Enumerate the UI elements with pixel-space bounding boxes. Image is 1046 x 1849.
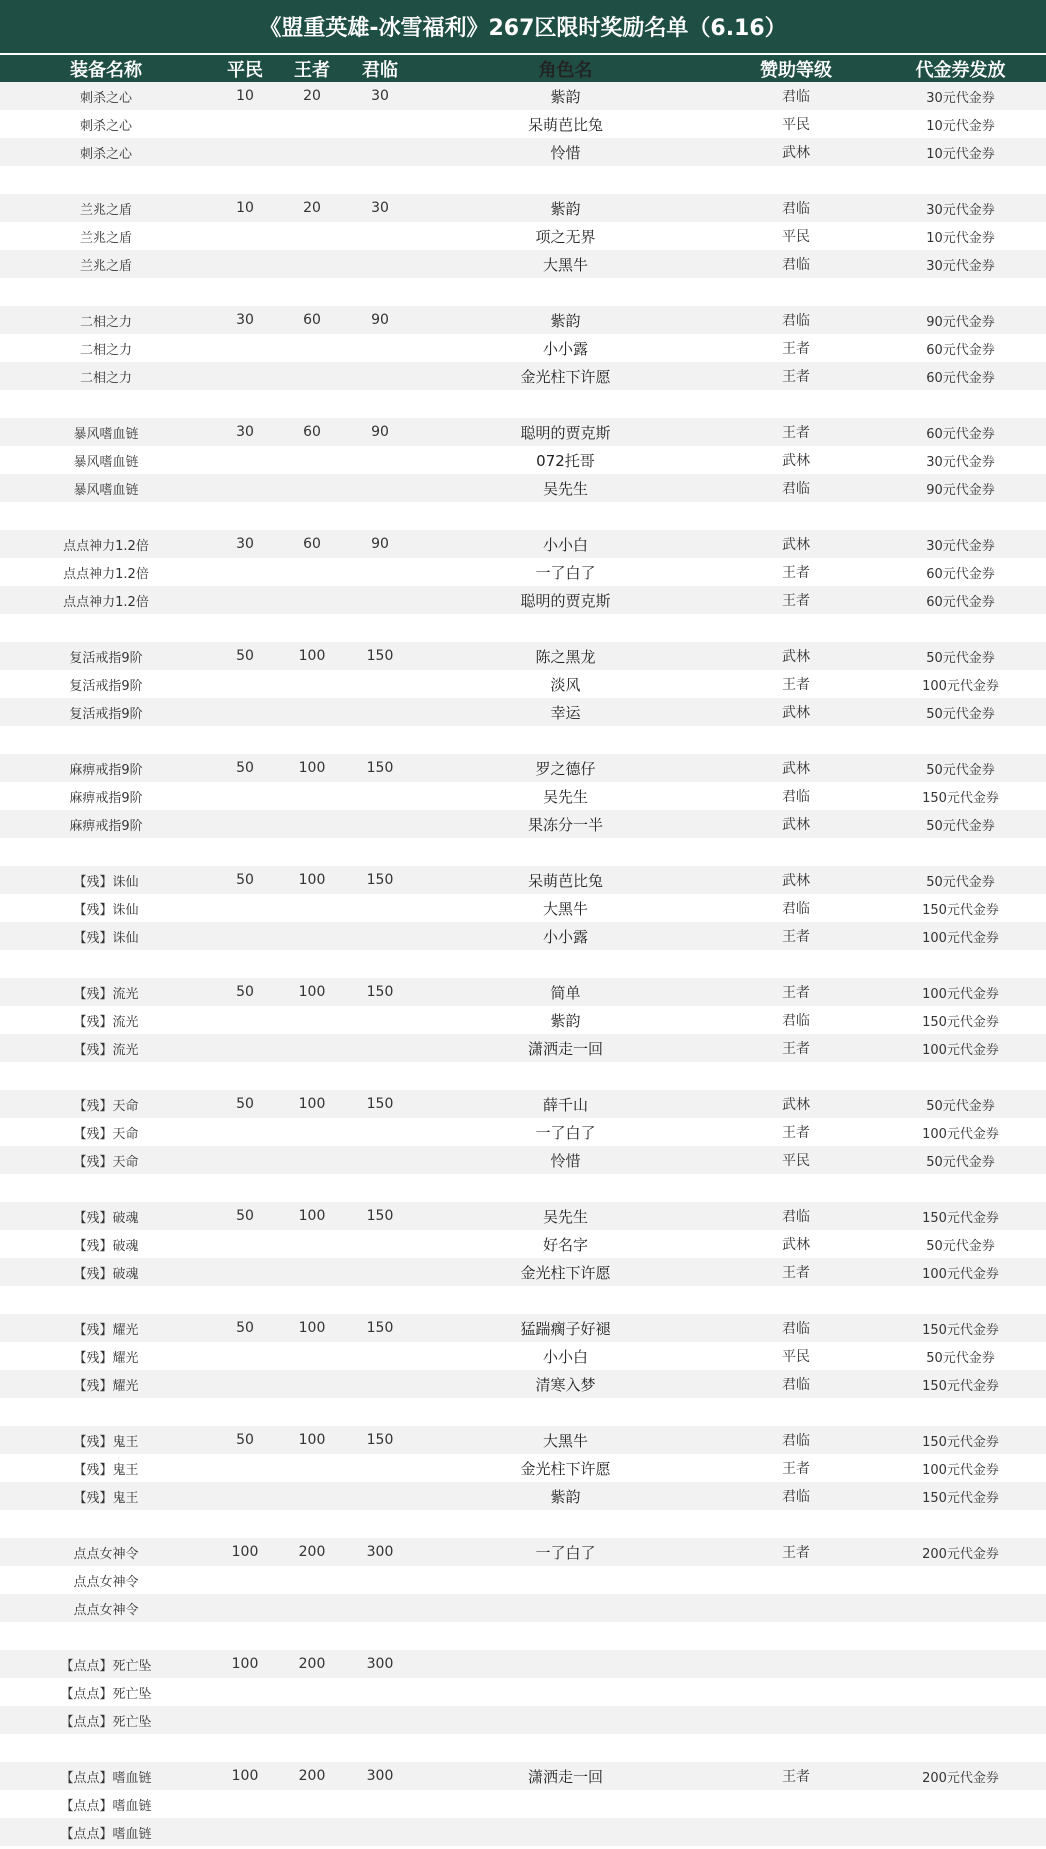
cell-voucher: 100元代金券 [922,986,999,1002]
cell-king-price: 100 [298,1432,326,1448]
cell-character-name: 项之无界 [535,227,596,246]
cell-item-name: 【残】天命 [73,1098,139,1114]
table-row [0,1678,1046,1706]
cell-voucher: 150元代金券 [922,1014,999,1030]
cell-item-name: 暴风嗜血链 [73,454,139,470]
table-body [0,82,1046,1846]
cell-voucher: 60元代金券 [926,566,995,582]
header-king: 王者 [294,59,330,81]
cell-king-price: 20 [303,88,321,104]
group-spacer [0,166,1046,194]
cell-voucher: 200元代金券 [922,1770,999,1786]
table-row [0,586,1046,614]
cell-sponsor-level: 君临 [782,1321,810,1337]
cell-item-name: 点点神力1.2倍 [63,566,149,582]
cell-item-name: 【点点】嗜血链 [60,1826,152,1842]
cell-item-name: 【残】诛仙 [73,902,139,918]
cell-item-name: 【残】鬼王 [73,1462,139,1478]
cell-sponsor-level: 君临 [782,1433,810,1449]
cell-sponsor-level: 君临 [782,257,810,273]
cell-character-name: 金光柱下许愿 [520,1459,611,1478]
cell-sovereign-price: 300 [366,1768,394,1784]
cell-voucher: 100元代金券 [922,1126,999,1142]
table-row [0,82,1046,110]
cell-character-name: 陈之黑龙 [535,647,596,666]
cell-item-name: 刺杀之心 [79,90,132,106]
header-sovereign: 君临 [362,59,398,81]
cell-item-name: 【残】破魂 [73,1266,139,1282]
cell-item-name: 【残】诛仙 [73,930,139,946]
cell-character-name: 一了白了 [535,563,596,582]
table-row [0,1594,1046,1622]
cell-sovereign-price: 150 [366,1208,394,1224]
header-commoner: 平民 [227,59,263,81]
cell-king-price: 20 [303,200,321,216]
cell-commoner-price: 50 [236,648,254,664]
group-spacer [0,1174,1046,1202]
cell-sovereign-price: 150 [366,1432,394,1448]
cell-voucher: 30元代金券 [926,454,995,470]
cell-item-name: 麻痹戒指9阶 [69,762,143,778]
cell-character-name: 呆萌芭比兔 [527,115,603,134]
cell-voucher: 50元代金券 [926,818,995,834]
cell-voucher: 150元代金券 [922,1210,999,1226]
table-row [0,1146,1046,1174]
cell-commoner-price: 10 [236,200,254,216]
cell-sovereign-price: 150 [366,760,394,776]
cell-sponsor-level: 王者 [782,593,810,609]
cell-voucher: 200元代金券 [922,1546,999,1562]
cell-item-name: 【残】耀光 [73,1322,139,1338]
cell-voucher: 30元代金券 [926,90,995,106]
table-row [0,978,1046,1006]
cell-voucher: 90元代金券 [926,482,995,498]
table-row [0,418,1046,446]
cell-commoner-price: 50 [236,1320,254,1336]
cell-item-name: 【残】流光 [73,986,139,1002]
cell-character-name: 果冻分一半 [527,815,603,834]
cell-voucher: 150元代金券 [922,902,999,918]
table-row [0,530,1046,558]
group-spacer [0,502,1046,530]
cell-voucher: 100元代金券 [922,1266,999,1282]
cell-sovereign-price: 90 [371,312,389,328]
table-row [0,250,1046,278]
cell-king-price: 60 [303,536,321,552]
cell-item-name: 兰兆之盾 [79,258,132,274]
group-spacer [0,278,1046,306]
table-row [0,474,1046,502]
table-row [0,222,1046,250]
cell-item-name: 点点神力1.2倍 [63,538,149,554]
cell-character-name: 吴先生 [542,1207,588,1226]
header-character-name: 角色名 [538,59,593,81]
cell-sovereign-price: 150 [366,1320,394,1336]
table-row [0,642,1046,670]
cell-voucher: 150元代金券 [922,790,999,806]
cell-voucher: 60元代金券 [926,342,995,358]
group-spacer [0,390,1046,418]
cell-commoner-price: 50 [236,984,254,1000]
cell-item-name: 【点点】死亡坠 [60,1686,152,1702]
cell-voucher: 50元代金券 [926,874,995,890]
group-spacer [0,1510,1046,1538]
cell-item-name: 【点点】死亡坠 [60,1658,152,1674]
cell-item-name: 兰兆之盾 [79,202,132,218]
cell-sovereign-price: 300 [366,1656,394,1672]
cell-commoner-price: 10 [236,88,254,104]
table-row [0,1538,1046,1566]
cell-character-name: 潇洒走一回 [527,1039,603,1058]
cell-sponsor-level: 武林 [782,705,810,721]
table-row [0,306,1046,334]
cell-sponsor-level: 王者 [782,677,810,693]
cell-voucher: 10元代金券 [926,230,995,246]
cell-item-name: 刺杀之心 [79,146,132,162]
cell-item-name: 【残】耀光 [73,1378,139,1394]
table-row [0,110,1046,138]
table-row [0,1790,1046,1818]
cell-king-price: 100 [298,1320,326,1336]
table-row [0,1006,1046,1034]
cell-sponsor-level: 武林 [782,1237,810,1253]
cell-king-price: 100 [298,872,326,888]
cell-sponsor-level: 君临 [782,313,810,329]
cell-sponsor-level: 武林 [782,145,810,161]
cell-commoner-price: 50 [236,1096,254,1112]
cell-item-name: 【残】诛仙 [73,874,139,890]
cell-item-name: 麻痹戒指9阶 [69,818,143,834]
table-row [0,362,1046,390]
table-row [0,1314,1046,1342]
cell-item-name: 【残】破魂 [73,1238,139,1254]
table-row [0,334,1046,362]
cell-voucher: 30元代金券 [926,538,995,554]
cell-item-name: 【残】鬼王 [73,1490,139,1506]
cell-character-name: 幸运 [550,703,581,722]
group-spacer [0,1062,1046,1090]
cell-sponsor-level: 王者 [782,1125,810,1141]
cell-king-price: 60 [303,424,321,440]
cell-sponsor-level: 王者 [782,1265,810,1281]
cell-sponsor-level: 君临 [782,201,810,217]
cell-sovereign-price: 150 [366,872,394,888]
table-row [0,754,1046,782]
cell-voucher: 100元代金券 [922,930,999,946]
cell-commoner-price: 100 [231,1768,259,1784]
cell-character-name: 紫韵 [550,199,581,218]
cell-character-name: 大黑牛 [542,899,588,918]
cell-sponsor-level: 君临 [782,89,810,105]
cell-sponsor-level: 君临 [782,789,810,805]
cell-king-price: 100 [298,1096,326,1112]
cell-character-name: 潇洒走一回 [527,1767,603,1786]
table-row [0,558,1046,586]
group-spacer [0,1734,1046,1762]
table-row [0,1230,1046,1258]
header-voucher: 代金券发放 [915,59,1006,81]
cell-item-name: 【点点】死亡坠 [60,1714,152,1730]
cell-sovereign-price: 300 [366,1544,394,1560]
cell-item-name: 【残】耀光 [73,1350,139,1366]
cell-item-name: 暴风嗜血链 [73,482,139,498]
table-row [0,810,1046,838]
cell-voucher: 50元代金券 [926,706,995,722]
cell-king-price: 100 [298,984,326,1000]
group-spacer [0,614,1046,642]
table-row [0,782,1046,810]
cell-sponsor-level: 君临 [782,1489,810,1505]
cell-voucher: 50元代金券 [926,1350,995,1366]
cell-item-name: 【残】天命 [73,1154,139,1170]
table-row [0,1566,1046,1594]
cell-character-name: 小小白 [542,535,588,554]
cell-voucher: 150元代金券 [922,1490,999,1506]
cell-character-name: 薛千山 [542,1095,588,1114]
cell-voucher: 60元代金券 [926,370,995,386]
cell-item-name: 复活戒指9阶 [69,706,143,722]
cell-sovereign-price: 150 [366,1096,394,1112]
cell-sovereign-price: 90 [371,424,389,440]
cell-item-name: 点点神力1.2倍 [63,594,149,610]
cell-character-name: 小小露 [542,927,588,946]
cell-sponsor-level: 王者 [782,425,810,441]
cell-item-name: 【残】流光 [73,1042,139,1058]
cell-character-name: 猛踹瘸子好褪 [520,1319,611,1338]
cell-character-name: 吴先生 [542,479,588,498]
cell-sovereign-price: 90 [371,536,389,552]
group-spacer [0,1398,1046,1426]
cell-sponsor-level: 王者 [782,341,810,357]
cell-sponsor-level: 武林 [782,649,810,665]
cell-item-name: 兰兆之盾 [79,230,132,246]
table-row [0,446,1046,474]
cell-voucher: 50元代金券 [926,1154,995,1170]
group-spacer [0,1622,1046,1650]
cell-character-name: 大黑牛 [542,255,588,274]
cell-voucher: 10元代金券 [926,118,995,134]
cell-voucher: 50元代金券 [926,1098,995,1114]
cell-king-price: 100 [298,648,326,664]
table-row [0,922,1046,950]
cell-character-name: 一了白了 [535,1123,596,1142]
cell-character-name: 金光柱下许愿 [520,1263,611,1282]
table-row [0,194,1046,222]
cell-voucher: 30元代金券 [926,258,995,274]
header-item-name: 装备名称 [70,59,142,81]
cell-item-name: 【残】天命 [73,1126,139,1142]
cell-character-name: 紫韵 [550,311,581,330]
cell-sponsor-level: 平民 [782,117,810,133]
cell-king-price: 200 [298,1544,326,1560]
cell-character-name: 怜惜 [550,143,581,162]
cell-sponsor-level: 武林 [782,873,810,889]
cell-king-price: 100 [298,1208,326,1224]
cell-item-name: 复活戒指9阶 [69,678,143,694]
cell-sponsor-level: 君临 [782,901,810,917]
cell-sponsor-level: 武林 [782,761,810,777]
cell-character-name: 呆萌芭比兔 [527,871,603,890]
table-row [0,1342,1046,1370]
cell-item-name: 【残】流光 [73,1014,139,1030]
cell-voucher: 60元代金券 [926,426,995,442]
cell-commoner-price: 50 [236,1432,254,1448]
cell-item-name: 点点女神令 [73,1574,139,1590]
cell-sponsor-level: 王者 [782,1041,810,1057]
table-row [0,1650,1046,1678]
cell-voucher: 30元代金券 [926,202,995,218]
cell-sponsor-level: 君临 [782,1013,810,1029]
cell-voucher: 90元代金券 [926,314,995,330]
cell-sponsor-level: 武林 [782,817,810,833]
cell-sponsor-level: 君临 [782,1377,810,1393]
cell-item-name: 点点女神令 [73,1602,139,1618]
table-row [0,1034,1046,1062]
group-spacer [0,950,1046,978]
cell-character-name: 清寒入梦 [535,1375,596,1394]
cell-character-name: 紫韵 [550,1011,581,1030]
cell-sovereign-price: 30 [371,200,389,216]
cell-voucher: 150元代金券 [922,1322,999,1338]
cell-sponsor-level: 武林 [782,537,810,553]
cell-commoner-price: 50 [236,1208,254,1224]
cell-commoner-price: 50 [236,872,254,888]
cell-character-name: 聪明的贾克斯 [520,591,611,610]
group-spacer [0,726,1046,754]
group-spacer [0,1286,1046,1314]
cell-voucher: 50元代金券 [926,1238,995,1254]
cell-item-name: 【残】鬼王 [73,1434,139,1450]
cell-voucher: 10元代金券 [926,146,995,162]
table-header [0,55,1046,82]
cell-commoner-price: 30 [236,536,254,552]
cell-sponsor-level: 平民 [782,229,810,245]
table-row [0,1118,1046,1146]
cell-voucher: 60元代金券 [926,594,995,610]
cell-item-name: 复活戒指9阶 [69,650,143,666]
cell-commoner-price: 100 [231,1544,259,1560]
cell-character-name: 吴先生 [542,787,588,806]
cell-sponsor-level: 武林 [782,1097,810,1113]
cell-sponsor-level: 王者 [782,929,810,945]
cell-item-name: 二相之力 [79,314,132,330]
cell-voucher: 50元代金券 [926,762,995,778]
table-row [0,1482,1046,1510]
cell-sponsor-level: 王者 [782,565,810,581]
cell-character-name: 一了白了 [535,1543,596,1562]
cell-king-price: 200 [298,1768,326,1784]
cell-character-name: 好名字 [542,1235,588,1254]
cell-item-name: 二相之力 [79,342,132,358]
cell-sponsor-level: 王者 [782,1461,810,1477]
cell-item-name: 点点女神令 [73,1546,139,1562]
cell-sovereign-price: 150 [366,648,394,664]
cell-sovereign-price: 150 [366,984,394,1000]
cell-king-price: 60 [303,312,321,328]
cell-commoner-price: 30 [236,312,254,328]
table-row [0,1090,1046,1118]
table-row [0,1818,1046,1846]
cell-king-price: 100 [298,760,326,776]
cell-sponsor-level: 君临 [782,1209,810,1225]
cell-commoner-price: 30 [236,424,254,440]
cell-sovereign-price: 30 [371,88,389,104]
cell-item-name: 暴风嗜血链 [73,426,139,442]
cell-character-name: 罗之德仔 [535,759,596,778]
cell-voucher: 50元代金券 [926,650,995,666]
cell-sponsor-level: 平民 [782,1153,810,1169]
table-row [0,670,1046,698]
table-row [0,138,1046,166]
table-row [0,1370,1046,1398]
cell-sponsor-level: 平民 [782,1349,810,1365]
cell-item-name: 【点点】嗜血链 [60,1798,152,1814]
table-row [0,698,1046,726]
group-spacer [0,838,1046,866]
cell-character-name: 小小露 [542,339,588,358]
table-row [0,1706,1046,1734]
cell-item-name: 二相之力 [79,370,132,386]
cell-voucher: 150元代金券 [922,1378,999,1394]
cell-sponsor-level: 王者 [782,1545,810,1561]
cell-sponsor-level: 王者 [782,369,810,385]
cell-item-name: 【点点】嗜血链 [60,1770,152,1786]
header-sponsor-level: 赞助等级 [760,59,832,81]
cell-character-name: 聪明的贾克斯 [520,423,611,442]
table-row [0,1202,1046,1230]
cell-voucher: 100元代金券 [922,1462,999,1478]
cell-commoner-price: 50 [236,760,254,776]
cell-character-name: 小小白 [542,1347,588,1366]
cell-character-name: 淡风 [550,675,581,694]
cell-sponsor-level: 君临 [782,481,810,497]
cell-item-name: 麻痹戒指9阶 [69,790,143,806]
cell-character-name: 金光柱下许愿 [520,367,611,386]
table-row [0,1454,1046,1482]
cell-character-name: 紫韵 [550,1487,581,1506]
cell-character-name: 简单 [550,983,581,1002]
cell-voucher: 100元代金券 [922,1042,999,1058]
cell-sponsor-level: 王者 [782,985,810,1001]
cell-sponsor-level: 王者 [782,1769,810,1785]
cell-item-name: 【残】破魂 [73,1210,139,1226]
cell-character-name: 072托哥 [536,451,595,470]
cell-voucher: 150元代金券 [922,1434,999,1450]
cell-king-price: 200 [298,1656,326,1672]
reward-table [0,55,1046,1846]
cell-character-name: 大黑牛 [542,1431,588,1450]
cell-character-name: 怜惜 [550,1151,581,1170]
table-row [0,1258,1046,1286]
page-title: 《盟重英雄-冰雪福利》267区限时奖励名单（6.16） [0,0,1046,55]
cell-voucher: 100元代金券 [922,678,999,694]
cell-character-name: 紫韵 [550,87,581,106]
table-row [0,866,1046,894]
table-row [0,1426,1046,1454]
cell-item-name: 刺杀之心 [79,118,132,134]
table-row [0,1762,1046,1790]
table-row [0,894,1046,922]
cell-commoner-price: 100 [231,1656,259,1672]
cell-sponsor-level: 武林 [782,453,810,469]
